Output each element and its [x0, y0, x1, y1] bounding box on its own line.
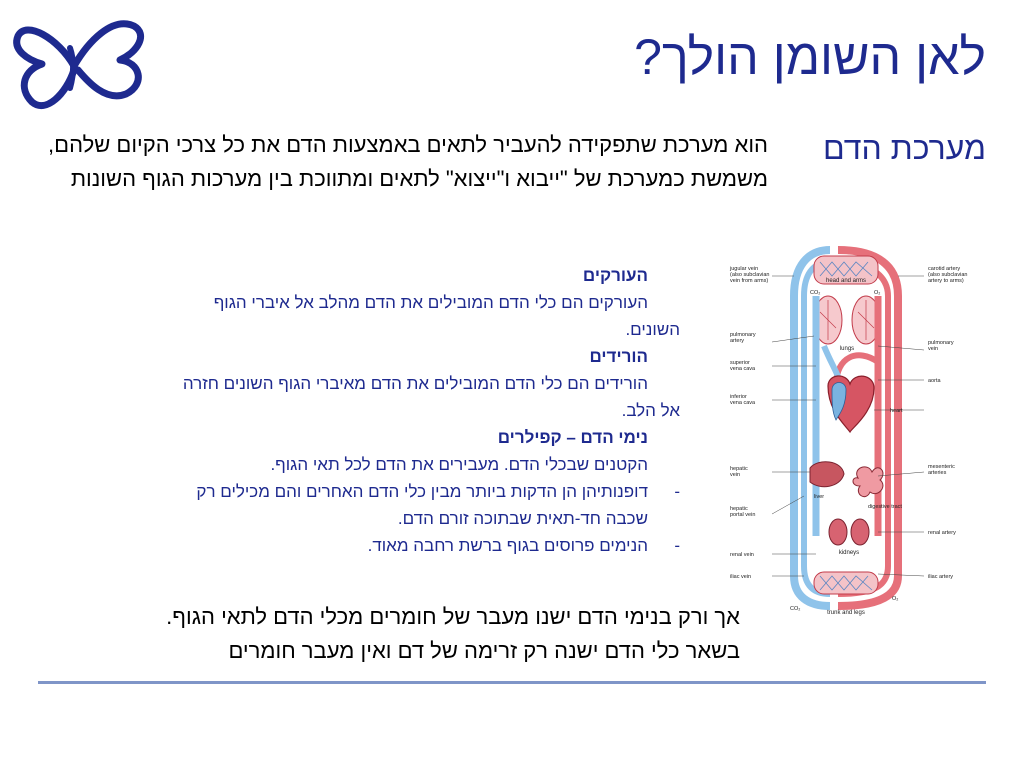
trunk-capillary-bed — [814, 572, 878, 594]
label-hepatic-vein: hepatic vein — [730, 466, 748, 478]
label-kidneys: kidneys — [838, 550, 860, 556]
veins-heading: הורידים — [589, 347, 648, 366]
capillaries-bullet — [160, 532, 680, 559]
label-aorta: aorta — [928, 378, 941, 384]
label-renal-vein: renal vein — [730, 552, 754, 558]
label-liver: liver — [814, 494, 825, 500]
circulatory-system-diagram — [728, 236, 988, 616]
arteries-text: העורקים הם כלי הדם המובילים את הדם מהלב אל איברי הגוף השונים. — [213, 293, 680, 339]
label-mesenteric-arteries: mesenteric arteries — [928, 464, 955, 476]
capillaries-text: הקטנים שבכלי הדם. מעבירים את הדם לכל תאי הגוף. — [270, 455, 648, 474]
bullet-mark: - — [674, 536, 680, 555]
intro-paragraph: הוא מערכת שתפקידה להעביר לתאים באמצעות הדם את כל צרכי הקיום שלהם, משמשת כמערכת של "ייבוא ו"ייצוא" לתאים ומתווכת בין מערכות הגוף השונות — [48, 132, 768, 191]
closing-line-1: אך ורק בנימי הדם ישנו מעבר של חומרים מכלי הדם לתאי הגוף. — [166, 604, 740, 629]
label-co2-bottom: CO₂ — [790, 606, 801, 612]
page-title: לאן השומן הולך? — [634, 29, 986, 85]
label-co2-top: CO₂ — [810, 290, 821, 296]
digestive-tract — [853, 467, 883, 497]
logo-body — [70, 48, 73, 88]
right-kidney — [851, 519, 869, 545]
bottom-divider — [38, 681, 986, 684]
label-iliac-artery: iliac artery — [928, 574, 954, 580]
arteries-heading: העורקים — [582, 266, 648, 285]
liver — [810, 462, 844, 487]
logo-right-wing — [74, 24, 141, 96]
label-carotid-artery: carotid artery (also subclavian artery to arms) — [928, 266, 968, 284]
bullet-mark: - — [674, 482, 680, 501]
label-head-and-arms: head and arms — [825, 278, 867, 284]
label-pulmonary-vein: pulmonary vein — [928, 340, 954, 352]
label-iliac-vein: iliac vein — [730, 574, 752, 580]
details-block — [160, 262, 680, 559]
label-trunk-and-legs: trunk and legs — [827, 610, 865, 616]
left-kidney — [829, 519, 847, 545]
veins-text: הורידים הם כלי הדם המובילים את הדם מאיברי הגוף השונים חזרה אל הלב. — [182, 374, 680, 420]
label-pulmonary-artery: pulmonary artery — [730, 332, 756, 344]
section-label: מערכת הדם — [823, 130, 986, 166]
label-inferior-vena-cava: inferior vena cava — [730, 394, 756, 406]
bullet-text: דופנותיהן הן הדקות ביותר מבין כלי הדם האחרים והם מכילים רק שכבה חד-תאית שבתוכה זורם הדם. — [196, 482, 648, 528]
label-renal-artery: renal artery — [928, 530, 956, 536]
butterfly-logo — [8, 8, 156, 118]
label-o2-bottom: O₂ — [892, 596, 899, 602]
label-digestive-tract: digestive tract — [868, 504, 902, 510]
label-heart: heart — [890, 408, 903, 414]
label-lungs: lungs — [839, 346, 855, 352]
lung-vessels — [820, 300, 874, 340]
capillaries-bullet — [160, 478, 680, 532]
closing-line-2: בשאר כלי הדם ישנה רק זרימה של דם ואין מעבר חומרים — [228, 638, 740, 663]
label-o2-top: O₂ — [874, 290, 881, 296]
bullet-text: הנימים פרוסים בגוף ברשת רחבה מאוד. — [367, 536, 648, 555]
closing-paragraph — [40, 600, 740, 668]
label-superior-vena-cava: superior vena cava — [730, 360, 756, 372]
capillaries-heading: נימי הדם – קפילרים — [497, 428, 648, 447]
label-hepatic-portal-vein: hepatic portal vein — [730, 506, 756, 518]
label-jugular-vein: jugular vein (also subclavian vein from arms) — [730, 266, 770, 284]
logo-left-wing — [17, 30, 74, 106]
